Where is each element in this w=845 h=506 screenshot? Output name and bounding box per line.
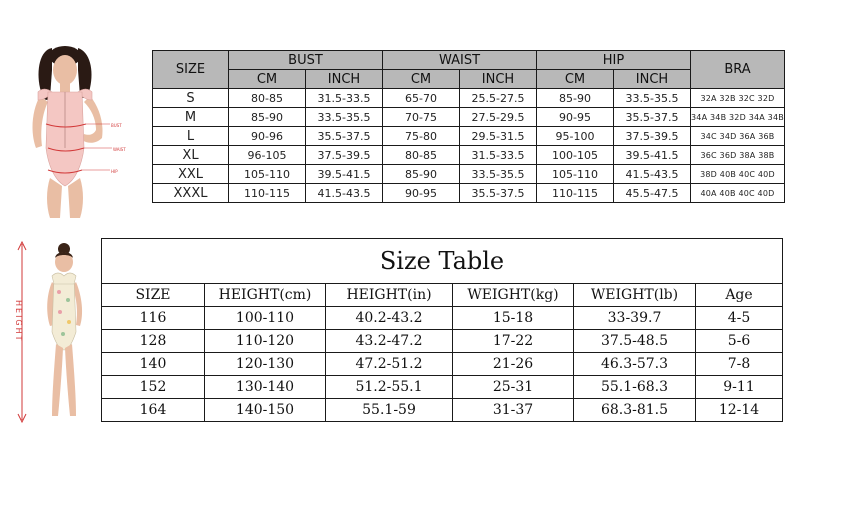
- table-cell: 140: [102, 353, 205, 376]
- hip-in-cell: 45.5-47.5: [614, 184, 691, 203]
- hip-in-cell: 33.5-35.5: [614, 89, 691, 108]
- hip-in-cell: 39.5-41.5: [614, 146, 691, 165]
- waist-inch-header: INCH: [460, 70, 537, 89]
- size-cell: L: [153, 127, 229, 146]
- table-cell: 5-6: [696, 330, 783, 353]
- table-cell: 128: [102, 330, 205, 353]
- bust-cm-cell: 105-110: [229, 165, 306, 184]
- hip-in-cell: 37.5-39.5: [614, 127, 691, 146]
- hip-in-cell: 35.5-37.5: [614, 108, 691, 127]
- table-row: [102, 353, 783, 376]
- table-row: [102, 307, 783, 330]
- table-row: [153, 165, 785, 184]
- waist-cm-cell: 65-70: [383, 89, 460, 108]
- bust-in-cell: 35.5-37.5: [306, 127, 383, 146]
- waist-header: WAIST: [383, 51, 537, 70]
- bust-in-cell: 31.5-33.5: [306, 89, 383, 108]
- table-row: [102, 376, 783, 399]
- waist-cm-cell: 75-80: [383, 127, 460, 146]
- bust-header: BUST: [229, 51, 383, 70]
- table-row: [153, 146, 785, 165]
- column-header: HEIGHT(cm): [205, 284, 326, 307]
- hip-cm-cell: 110-115: [537, 184, 614, 203]
- bust-cm-cell: 96-105: [229, 146, 306, 165]
- table-cell: 43.2-47.2: [326, 330, 453, 353]
- size-cell: M: [153, 108, 229, 127]
- table-cell: 15-18: [453, 307, 574, 330]
- table-cell: 37.5-48.5: [574, 330, 696, 353]
- hip-cm-cell: 100-105: [537, 146, 614, 165]
- waist-cm-cell: 90-95: [383, 184, 460, 203]
- bust-inch-header: INCH: [306, 70, 383, 89]
- waist-in-cell: 33.5-35.5: [460, 165, 537, 184]
- waist-in-cell: 25.5-27.5: [460, 89, 537, 108]
- table-row: [102, 330, 783, 353]
- size-table-title: Size Table: [102, 239, 783, 284]
- waist-in-cell: 35.5-37.5: [460, 184, 537, 203]
- bra-cell: 32A 32B 32C 32D: [691, 89, 785, 108]
- bra-cell: 34C 34D 36A 36B: [691, 127, 785, 146]
- table-cell: 40.2-43.2: [326, 307, 453, 330]
- table-cell: 31-37: [453, 399, 574, 422]
- bust-in-cell: 33.5-35.5: [306, 108, 383, 127]
- table-row: [153, 127, 785, 146]
- table-cell: 110-120: [205, 330, 326, 353]
- bust-in-cell: 37.5-39.5: [306, 146, 383, 165]
- table-cell: 47.2-51.2: [326, 353, 453, 376]
- table-cell: 17-22: [453, 330, 574, 353]
- bust-cm-cell: 80-85: [229, 89, 306, 108]
- table-cell: 152: [102, 376, 205, 399]
- table-cell: 120-130: [205, 353, 326, 376]
- table-cell: 116: [102, 307, 205, 330]
- bust-cm-cell: 90-96: [229, 127, 306, 146]
- bust-mark: BUST: [111, 123, 122, 128]
- hip-cm-cell: 85-90: [537, 89, 614, 108]
- table-cell: 164: [102, 399, 205, 422]
- hip-header: HIP: [537, 51, 691, 70]
- table-cell: 100-110: [205, 307, 326, 330]
- kid-model-image: [8, 240, 98, 425]
- table-cell: 140-150: [205, 399, 326, 422]
- waist-in-cell: 29.5-31.5: [460, 127, 537, 146]
- table-cell: 55.1-59: [326, 399, 453, 422]
- hip-cm-header: CM: [537, 70, 614, 89]
- bra-cell: 34A 34B 32D 34A 34B: [691, 108, 785, 127]
- table-row: [153, 184, 785, 203]
- column-header: WEIGHT(lb): [574, 284, 696, 307]
- bra-cell: 36C 36D 38A 38B: [691, 146, 785, 165]
- hip-mark: HIP: [111, 169, 118, 174]
- size-cell: S: [153, 89, 229, 108]
- size-cell: XXL: [153, 165, 229, 184]
- table-cell: 33-39.7: [574, 307, 696, 330]
- column-header: SIZE: [102, 284, 205, 307]
- size-cell: XXXL: [153, 184, 229, 203]
- table-cell: 130-140: [205, 376, 326, 399]
- adult-model-image: [10, 40, 135, 218]
- table-row: [102, 399, 783, 422]
- table-cell: 12-14: [696, 399, 783, 422]
- bra-header: BRA: [691, 51, 785, 89]
- table-cell: 25-31: [453, 376, 574, 399]
- table-cell: 68.3-81.5: [574, 399, 696, 422]
- bra-cell: 38D 40B 40C 40D: [691, 165, 785, 184]
- column-header: WEIGHT(kg): [453, 284, 574, 307]
- waist-cm-cell: 80-85: [383, 146, 460, 165]
- table-cell: 7-8: [696, 353, 783, 376]
- hip-in-cell: 41.5-43.5: [614, 165, 691, 184]
- size-cell: XL: [153, 146, 229, 165]
- table-cell: 55.1-68.3: [574, 376, 696, 399]
- table-row: [153, 89, 785, 108]
- waist-cm-cell: 85-90: [383, 165, 460, 184]
- hip-cm-cell: 95-100: [537, 127, 614, 146]
- table-row: [153, 108, 785, 127]
- table-cell: 9-11: [696, 376, 783, 399]
- table-cell: 21-26: [453, 353, 574, 376]
- bust-cm-cell: 110-115: [229, 184, 306, 203]
- table-cell: 4-5: [696, 307, 783, 330]
- hip-cm-cell: 90-95: [537, 108, 614, 127]
- column-header: Age: [696, 284, 783, 307]
- waist-cm-header: CM: [383, 70, 460, 89]
- table-cell: 46.3-57.3: [574, 353, 696, 376]
- waist-in-cell: 27.5-29.5: [460, 108, 537, 127]
- bust-cm-cell: 85-90: [229, 108, 306, 127]
- hip-inch-header: INCH: [614, 70, 691, 89]
- kid-table-header-row: [102, 284, 783, 307]
- bust-in-cell: 39.5-41.5: [306, 165, 383, 184]
- size-header: SIZE: [153, 51, 229, 89]
- bra-cell: 40A 40B 40C 40D: [691, 184, 785, 203]
- kid-size-table: [101, 238, 783, 422]
- waist-in-cell: 31.5-33.5: [460, 146, 537, 165]
- waist-mark: WAIST: [113, 147, 126, 152]
- adult-size-chart: [152, 50, 785, 203]
- waist-cm-cell: 70-75: [383, 108, 460, 127]
- hip-cm-cell: 105-110: [537, 165, 614, 184]
- bust-cm-header: CM: [229, 70, 306, 89]
- height-label: HEIGHT: [14, 300, 23, 343]
- bust-in-cell: 41.5-43.5: [306, 184, 383, 203]
- table-cell: 51.2-55.1: [326, 376, 453, 399]
- column-header: HEIGHT(in): [326, 284, 453, 307]
